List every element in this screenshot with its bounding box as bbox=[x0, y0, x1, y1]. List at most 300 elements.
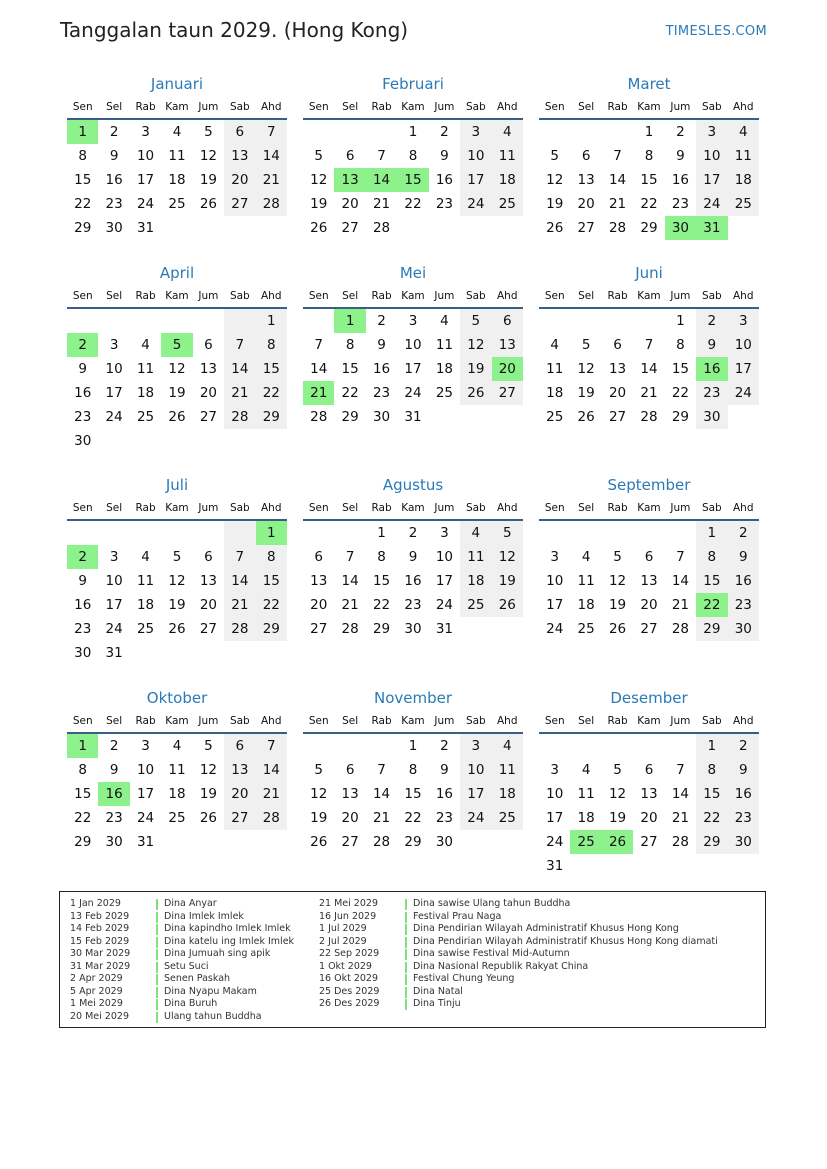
legend-row bbox=[319, 898, 718, 911]
day-cell: 8 bbox=[676, 337, 685, 353]
day-cell: 13 bbox=[334, 168, 365, 192]
day-cell: 21 bbox=[224, 593, 255, 617]
day-cell: 23 bbox=[696, 381, 727, 405]
day-cell: 4 bbox=[492, 120, 523, 144]
day-cell: 6 bbox=[644, 549, 654, 565]
day-cell: 4 bbox=[460, 521, 491, 545]
day-cell: 20 bbox=[310, 597, 328, 613]
day-cell: 3 bbox=[696, 120, 727, 144]
empty-cell bbox=[334, 734, 365, 758]
day-cell: 1 bbox=[676, 313, 685, 329]
day-cell: 17 bbox=[404, 361, 422, 377]
weekday-header bbox=[67, 710, 287, 734]
day-cell: 27 bbox=[199, 409, 218, 425]
day-cell: 7 bbox=[224, 333, 255, 357]
holiday-name: Setu Suci bbox=[164, 960, 209, 972]
legend-row bbox=[70, 998, 294, 1011]
holiday-date: 26 Des 2029 bbox=[319, 998, 380, 1009]
holiday-marker bbox=[405, 999, 407, 1010]
day-cell: 7 bbox=[256, 120, 287, 144]
day-cell: 31 bbox=[136, 834, 155, 850]
day-cell: 31 bbox=[136, 220, 155, 236]
empty-cell bbox=[161, 641, 192, 665]
day-cell: 28 bbox=[671, 834, 690, 850]
day-cell: 28 bbox=[341, 621, 359, 637]
day-cell: 11 bbox=[728, 144, 759, 168]
day-cell: 24 bbox=[105, 409, 123, 425]
day-cell: 25 bbox=[435, 385, 454, 401]
day-cell: 23 bbox=[372, 385, 391, 401]
empty-cell bbox=[539, 734, 570, 758]
day-cell: 9 bbox=[440, 148, 449, 164]
day-cell: 30 bbox=[74, 645, 92, 661]
day-cell: 22 bbox=[640, 196, 658, 212]
days-grid bbox=[539, 521, 759, 641]
day-cell: 21 bbox=[256, 782, 287, 806]
day-cell: 1 bbox=[377, 525, 386, 541]
day-cell: 8 bbox=[345, 337, 355, 353]
weekday-label: Kam bbox=[637, 101, 661, 113]
empty-cell bbox=[224, 830, 255, 854]
holiday-name: Dina Imlek Imlek bbox=[164, 910, 244, 922]
day-cell: 3 bbox=[141, 124, 150, 140]
day-cell: 11 bbox=[492, 758, 523, 782]
day-cell: 7 bbox=[676, 762, 685, 778]
empty-cell bbox=[539, 309, 570, 333]
empty-cell bbox=[130, 521, 161, 545]
weekday-label: Ahd bbox=[732, 290, 754, 302]
day-cell: 21 bbox=[224, 381, 255, 405]
weekday-label: Ahd bbox=[496, 715, 518, 727]
holiday-name: Dina Tinju bbox=[413, 998, 461, 1009]
day-cell: 3 bbox=[109, 337, 119, 353]
month-name: Maret bbox=[627, 75, 671, 93]
day-cell: 13 bbox=[199, 573, 218, 589]
holiday-marker bbox=[405, 962, 407, 973]
day-cell: 28 bbox=[671, 621, 690, 637]
day-cell: 29 bbox=[696, 617, 727, 641]
weekday-label: Rab bbox=[607, 101, 628, 113]
day-cell: 12 bbox=[310, 786, 328, 802]
day-cell: 14 bbox=[224, 569, 255, 593]
empty-cell bbox=[665, 734, 696, 758]
empty-cell bbox=[130, 309, 161, 333]
weekday-label: Sab bbox=[229, 290, 250, 302]
empty-cell bbox=[602, 854, 633, 878]
day-cell: 25 bbox=[492, 192, 523, 216]
month-februari bbox=[303, 72, 523, 240]
day-cell: 31 bbox=[435, 621, 454, 637]
day-cell: 25 bbox=[577, 621, 595, 637]
day-cell: 20 bbox=[640, 597, 658, 613]
day-cell: 18 bbox=[492, 168, 523, 192]
day-cell: 19 bbox=[199, 172, 218, 188]
day-cell: 18 bbox=[577, 597, 595, 613]
month-name: Oktober bbox=[146, 689, 208, 707]
day-cell: 4 bbox=[492, 734, 523, 758]
day-cell: 1 bbox=[67, 734, 98, 758]
day-cell: 3 bbox=[440, 525, 449, 541]
day-cell: 2 bbox=[67, 333, 98, 357]
legend-column-left bbox=[70, 898, 294, 1023]
weekday-label: Jum bbox=[670, 290, 691, 302]
weekday-label: Jum bbox=[434, 101, 455, 113]
weekday-label: Kam bbox=[637, 290, 661, 302]
weekday-label: Sab bbox=[465, 290, 486, 302]
holiday-name: Festival Chung Yeung bbox=[413, 973, 515, 984]
day-cell: 9 bbox=[109, 148, 119, 164]
holiday-name: Dina Pendirian Wilayah Administratif Khusus Hong Kong bbox=[413, 923, 679, 934]
holiday-date: 2 Apr 2029 bbox=[70, 973, 123, 984]
weekday-label: Ahd bbox=[260, 290, 282, 302]
day-cell: 6 bbox=[314, 549, 323, 565]
day-cell: 9 bbox=[377, 337, 386, 353]
day-cell: 11 bbox=[136, 573, 155, 589]
holiday-date: 30 Mar 2029 bbox=[70, 948, 131, 959]
day-cell: 16 bbox=[74, 385, 92, 401]
day-cell: 3 bbox=[460, 120, 491, 144]
day-cell: 4 bbox=[172, 738, 182, 754]
weekday-label: Ahd bbox=[496, 290, 518, 302]
day-cell: 25 bbox=[136, 409, 155, 425]
day-cell: 15 bbox=[256, 357, 287, 381]
day-cell: 30 bbox=[435, 834, 454, 850]
day-cell: 18 bbox=[136, 385, 155, 401]
day-cell: 9 bbox=[78, 573, 87, 589]
day-cell: 5 bbox=[204, 738, 213, 754]
day-cell: 19 bbox=[310, 196, 328, 212]
day-cell: 5 bbox=[613, 762, 622, 778]
day-cell: 8 bbox=[696, 758, 727, 782]
day-cell: 3 bbox=[728, 309, 759, 333]
weekday-label: Ahd bbox=[260, 101, 282, 113]
day-cell: 26 bbox=[460, 381, 491, 405]
weekday-label: Kam bbox=[401, 715, 425, 727]
day-cell: 25 bbox=[728, 192, 759, 216]
empty-cell bbox=[224, 216, 255, 240]
day-cell: 19 bbox=[546, 196, 564, 212]
day-cell: 8 bbox=[78, 148, 87, 164]
weekday-label: Ahd bbox=[732, 715, 754, 727]
day-cell: 28 bbox=[256, 192, 287, 216]
day-cell: 17 bbox=[546, 597, 564, 613]
weekday-label: Rab bbox=[371, 502, 392, 514]
day-cell: 18 bbox=[168, 786, 186, 802]
day-cell: 4 bbox=[728, 120, 759, 144]
empty-cell bbox=[570, 309, 601, 333]
holiday-date: 1 Jul 2029 bbox=[319, 923, 367, 934]
day-cell: 24 bbox=[546, 834, 564, 850]
legend-row bbox=[70, 1011, 294, 1024]
day-cell: 10 bbox=[435, 549, 454, 565]
day-cell: 29 bbox=[74, 220, 92, 236]
days-grid bbox=[303, 734, 523, 854]
weekday-label: Sab bbox=[701, 101, 722, 113]
month-juni bbox=[539, 261, 759, 429]
day-cell: 20 bbox=[224, 782, 255, 806]
day-cell: 20 bbox=[341, 810, 359, 826]
weekday-label: Jum bbox=[434, 290, 455, 302]
empty-cell bbox=[492, 830, 523, 854]
day-cell: 24 bbox=[696, 192, 727, 216]
weekday-label: Rab bbox=[371, 290, 392, 302]
weekday-label: Sab bbox=[465, 502, 486, 514]
day-cell: 23 bbox=[404, 597, 422, 613]
weekday-label: Jum bbox=[198, 715, 219, 727]
day-cell: 6 bbox=[224, 120, 255, 144]
day-cell: 28 bbox=[372, 834, 391, 850]
empty-cell bbox=[633, 521, 664, 545]
day-cell: 24 bbox=[136, 196, 155, 212]
weekday-label: Jum bbox=[434, 715, 455, 727]
day-cell: 20 bbox=[199, 385, 218, 401]
day-cell: 16 bbox=[74, 597, 92, 613]
empty-cell bbox=[570, 854, 601, 878]
empty-cell bbox=[366, 734, 397, 758]
legend-row bbox=[70, 911, 294, 924]
day-cell: 17 bbox=[728, 357, 759, 381]
day-cell: 11 bbox=[136, 361, 155, 377]
day-cell: 30 bbox=[105, 220, 123, 236]
day-cell: 12 bbox=[168, 573, 186, 589]
day-cell: 23 bbox=[435, 196, 454, 212]
days-grid bbox=[539, 309, 759, 429]
holiday-name: Dina kapindho Imlek Imlek bbox=[164, 923, 291, 934]
day-cell: 23 bbox=[74, 409, 92, 425]
day-cell: 5 bbox=[204, 124, 213, 140]
holiday-name: Dina Anyar bbox=[164, 898, 217, 909]
day-cell: 22 bbox=[74, 196, 92, 212]
month-name: Februari bbox=[382, 75, 444, 93]
day-cell: 22 bbox=[372, 597, 391, 613]
weekday-label: Sel bbox=[342, 502, 359, 514]
empty-cell bbox=[193, 521, 224, 545]
day-cell: 20 bbox=[608, 385, 627, 401]
day-cell: 24 bbox=[136, 810, 155, 826]
holiday-name: Ulang tahun Buddha bbox=[164, 1010, 262, 1022]
day-cell: 22 bbox=[404, 810, 422, 826]
day-cell: 11 bbox=[460, 545, 491, 569]
weekday-label: Sen bbox=[72, 290, 93, 302]
day-cell: 14 bbox=[608, 172, 627, 188]
days-grid bbox=[67, 521, 287, 665]
day-cell: 15 bbox=[404, 786, 422, 802]
weekday-label: Sen bbox=[544, 101, 565, 113]
day-cell: 18 bbox=[577, 810, 595, 826]
brand-link[interactable]: TIMESLES.COM bbox=[665, 24, 767, 39]
weekday-label: Ahd bbox=[260, 502, 282, 514]
holiday-marker bbox=[156, 999, 158, 1010]
empty-cell bbox=[460, 830, 491, 854]
empty-cell bbox=[161, 429, 192, 453]
day-cell: 4 bbox=[141, 549, 150, 565]
day-cell: 15 bbox=[256, 569, 287, 593]
day-cell: 29 bbox=[256, 405, 287, 429]
day-cell: 3 bbox=[408, 313, 418, 329]
holiday-marker bbox=[405, 924, 407, 935]
empty-cell bbox=[492, 617, 523, 641]
empty-cell bbox=[67, 309, 98, 333]
day-cell: 26 bbox=[168, 409, 186, 425]
month-name: Mei bbox=[399, 264, 427, 282]
day-cell: 18 bbox=[435, 361, 454, 377]
weekday-label: Rab bbox=[371, 715, 392, 727]
day-cell: 19 bbox=[460, 357, 491, 381]
day-cell: 7 bbox=[224, 545, 255, 569]
day-cell: 8 bbox=[644, 148, 654, 164]
weekday-label: Sen bbox=[72, 101, 93, 113]
empty-cell bbox=[98, 429, 129, 453]
day-cell: 12 bbox=[546, 172, 564, 188]
day-cell: 18 bbox=[546, 385, 564, 401]
weekday-header bbox=[539, 96, 759, 120]
day-cell: 14 bbox=[671, 573, 690, 589]
day-cell: 18 bbox=[168, 172, 186, 188]
day-cell: 24 bbox=[105, 621, 123, 637]
day-cell: 8 bbox=[78, 762, 87, 778]
day-cell: 4 bbox=[581, 762, 591, 778]
day-cell: 25 bbox=[460, 593, 491, 617]
empty-cell bbox=[492, 216, 523, 240]
day-cell: 30 bbox=[665, 216, 696, 240]
day-cell: 30 bbox=[696, 405, 727, 429]
day-cell: 10 bbox=[546, 786, 564, 802]
day-cell: 17 bbox=[136, 172, 155, 188]
holiday-marker bbox=[156, 899, 158, 910]
holiday-date: 1 Okt 2029 bbox=[319, 960, 372, 972]
empty-cell bbox=[633, 309, 664, 333]
day-cell: 29 bbox=[256, 617, 287, 641]
weekday-label: Sen bbox=[308, 290, 329, 302]
day-cell: 9 bbox=[408, 549, 418, 565]
empty-cell bbox=[665, 854, 696, 878]
day-cell: 28 bbox=[608, 220, 627, 236]
empty-cell bbox=[602, 120, 633, 144]
day-cell: 28 bbox=[310, 409, 328, 425]
month-maret bbox=[539, 72, 759, 240]
day-cell: 6 bbox=[345, 762, 355, 778]
weekday-label: Sel bbox=[578, 715, 595, 727]
day-cell: 31 bbox=[546, 858, 564, 874]
holiday-date: 14 Feb 2029 bbox=[70, 923, 130, 934]
weekday-header bbox=[303, 710, 523, 734]
day-cell: 2 bbox=[440, 124, 449, 140]
weekday-header bbox=[67, 497, 287, 521]
weekday-label: Sab bbox=[701, 715, 722, 727]
day-cell: 3 bbox=[550, 549, 559, 565]
empty-cell bbox=[193, 216, 224, 240]
empty-cell bbox=[256, 429, 287, 453]
days-grid bbox=[67, 120, 287, 240]
month-name: Januari bbox=[150, 75, 204, 93]
holiday-date: 2 Jul 2029 bbox=[319, 935, 367, 947]
day-cell: 11 bbox=[168, 762, 186, 778]
days-grid bbox=[303, 521, 523, 641]
holiday-marker bbox=[156, 949, 158, 960]
day-cell: 12 bbox=[577, 361, 595, 377]
day-cell: 1 bbox=[256, 521, 287, 545]
empty-cell bbox=[570, 734, 601, 758]
day-cell: 27 bbox=[640, 621, 658, 637]
holiday-marker bbox=[156, 912, 158, 923]
weekday-label: Sel bbox=[106, 715, 123, 727]
legend-row bbox=[70, 973, 294, 986]
day-cell: 6 bbox=[613, 337, 622, 353]
day-cell: 2 bbox=[109, 124, 119, 140]
weekday-label: Rab bbox=[135, 101, 156, 113]
day-cell: 31 bbox=[105, 645, 123, 661]
empty-cell bbox=[397, 216, 428, 240]
empty-cell bbox=[460, 617, 491, 641]
month-juli bbox=[67, 473, 287, 665]
empty-cell bbox=[303, 120, 334, 144]
weekday-label: Sen bbox=[72, 715, 93, 727]
day-cell: 8 bbox=[377, 549, 386, 565]
day-cell: 3 bbox=[141, 738, 150, 754]
day-cell: 26 bbox=[602, 830, 633, 854]
month-januari bbox=[67, 72, 287, 240]
day-cell: 2 bbox=[377, 313, 386, 329]
day-cell: 9 bbox=[728, 758, 759, 782]
day-cell: 30 bbox=[728, 617, 759, 641]
holiday-name: Dina Jumuah sing apik bbox=[164, 948, 271, 959]
holiday-marker bbox=[405, 949, 407, 960]
day-cell: 5 bbox=[613, 549, 622, 565]
holiday-name: Senen Paskah bbox=[164, 973, 231, 984]
weekday-label: Kam bbox=[401, 101, 425, 113]
empty-cell bbox=[193, 309, 224, 333]
day-cell: 17 bbox=[460, 168, 491, 192]
day-cell: 10 bbox=[136, 762, 155, 778]
weekday-label: Sel bbox=[342, 101, 359, 113]
weekday-label: Sel bbox=[106, 290, 123, 302]
day-cell: 22 bbox=[696, 593, 727, 617]
day-cell: 8 bbox=[256, 333, 287, 357]
day-cell: 20 bbox=[640, 810, 658, 826]
day-cell: 21 bbox=[303, 381, 334, 405]
day-cell: 16 bbox=[372, 361, 391, 377]
days-grid bbox=[67, 309, 287, 453]
day-cell: 14 bbox=[372, 786, 391, 802]
empty-cell bbox=[728, 216, 759, 240]
legend-row bbox=[70, 923, 294, 936]
empty-cell bbox=[665, 521, 696, 545]
weekday-label: Jum bbox=[198, 101, 219, 113]
day-cell: 23 bbox=[105, 196, 123, 212]
weekday-header bbox=[303, 285, 523, 309]
day-cell: 28 bbox=[640, 409, 658, 425]
day-cell: 8 bbox=[408, 762, 418, 778]
day-cell: 12 bbox=[608, 786, 627, 802]
empty-cell bbox=[602, 521, 633, 545]
weekday-label: Ahd bbox=[732, 101, 754, 113]
day-cell: 17 bbox=[136, 786, 155, 802]
weekday-label: Jum bbox=[198, 502, 219, 514]
day-cell: 11 bbox=[577, 573, 595, 589]
day-cell: 1 bbox=[408, 738, 418, 754]
day-cell: 7 bbox=[676, 549, 685, 565]
holiday-date: 22 Sep 2029 bbox=[319, 948, 380, 959]
day-cell: 7 bbox=[377, 762, 386, 778]
day-cell: 5 bbox=[492, 521, 523, 545]
day-cell: 21 bbox=[640, 385, 658, 401]
day-cell: 6 bbox=[204, 549, 213, 565]
day-cell: 16 bbox=[728, 569, 759, 593]
weekday-label: Kam bbox=[401, 290, 425, 302]
empty-cell bbox=[570, 521, 601, 545]
holiday-date: 1 Jan 2029 bbox=[70, 898, 121, 909]
weekday-header bbox=[67, 285, 287, 309]
